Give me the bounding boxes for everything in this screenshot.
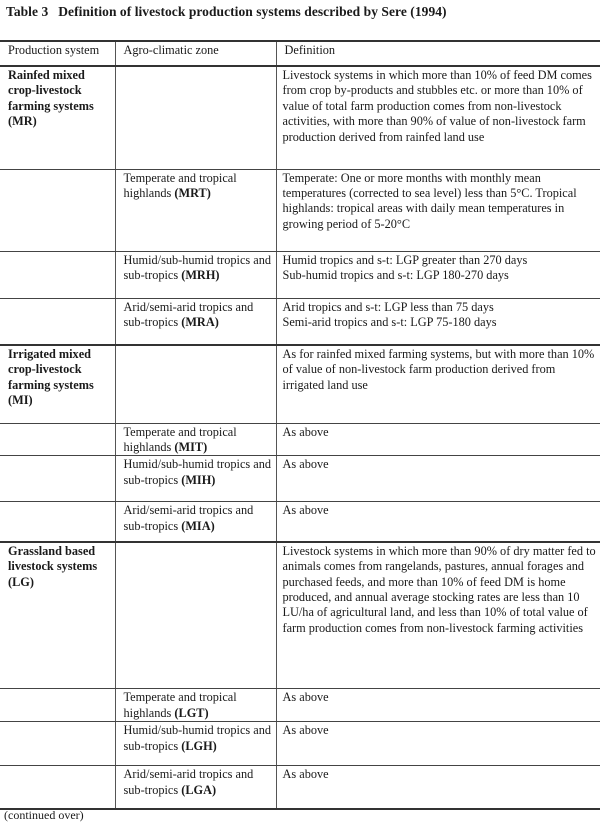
livestock-systems-table	[0, 40, 600, 810]
table-row	[0, 169, 600, 251]
zone-cell	[115, 298, 276, 345]
zone-cell	[115, 542, 276, 689]
zone-cell	[115, 689, 276, 722]
zone-cell	[115, 502, 276, 542]
definition-cell: Temperate: One or more months with monthly mean temperatures (corrected to sea level) less than 5°C. Tropical highlands: tropical areas with daily mean temperatures in growing period of 5-20°C	[276, 169, 600, 251]
table-row	[0, 345, 600, 423]
zone-code: (LGT)	[174, 705, 209, 720]
zone-code: (MIT)	[174, 439, 208, 454]
definition-cell: As above	[276, 766, 600, 809]
definition-cell: As above	[276, 423, 600, 456]
zone-name: Arid/semi-arid tropics and sub-tropics	[123, 767, 254, 797]
production-system-cell	[0, 456, 115, 502]
definition-line: Humid tropics and s-t: LGP greater than 270 days	[282, 252, 528, 267]
zone-cell	[115, 766, 276, 809]
zone-name: Humid/sub-humid tropics and sub-tropics	[123, 723, 272, 753]
zone-cell	[115, 66, 276, 169]
production-system-cell	[0, 689, 115, 722]
definition-line: Arid tropics and s-t: LGP less than 75 days	[282, 299, 494, 314]
table-row	[0, 766, 600, 809]
system-code: (LG)	[8, 574, 34, 589]
definition-cell: Livestock systems in which more than 10% of feed DM comes from crop by-products and stubbles etc. or more than 10% of value of total farm production comes from non-livestock activities, with more than 90% of value of non-livestock farm production derived from rainfed land use	[276, 66, 600, 169]
zone-code: (MIA)	[181, 518, 215, 533]
zone-code: (MIH)	[181, 472, 216, 487]
table-row	[0, 66, 600, 169]
table-row	[0, 502, 600, 542]
system-code: (MI)	[8, 393, 33, 408]
table-row	[0, 542, 600, 689]
definition-cell: As above	[276, 689, 600, 722]
production-system-cell	[0, 251, 115, 298]
zone-cell	[115, 456, 276, 502]
production-system-cell	[0, 542, 115, 689]
table-row	[0, 722, 600, 766]
table-row	[0, 423, 600, 456]
table-header-row	[0, 41, 600, 66]
zone-name: Temperate and tropical highlands	[123, 690, 237, 720]
zone-cell	[115, 169, 276, 251]
header-production-system: Production system	[0, 41, 115, 66]
table-title	[6, 4, 447, 20]
header-agro-climatic-zone: Agro-climatic zone	[115, 41, 276, 66]
production-system-cell	[0, 298, 115, 345]
table-caption: Definition of livestock production systems described by Sere (1994)	[58, 4, 447, 19]
production-system-cell	[0, 766, 115, 809]
system-name: Grassland based livestock systems	[8, 543, 98, 574]
definition-cell: As for rainfed mixed farming systems, but with more than 10% of value of non-livestock farm production derived from irrigated land use	[276, 345, 600, 423]
table-row	[0, 298, 600, 345]
production-system-cell	[0, 502, 115, 542]
production-system-cell	[0, 423, 115, 456]
definition-cell: As above	[276, 456, 600, 502]
zone-name: Arid/semi-arid tropics and sub-tropics	[123, 503, 254, 533]
production-system-cell	[0, 66, 115, 169]
zone-cell	[115, 251, 276, 298]
definition-line: Semi-arid tropics and s-t: LGP 75-180 days	[282, 314, 497, 329]
definition-line: Sub-humid tropics and s-t: LGP 180-270 days	[282, 267, 509, 282]
zone-name: Temperate and tropical highlands	[123, 170, 237, 200]
zone-cell	[115, 423, 276, 456]
zone-code: (MRT)	[174, 185, 211, 200]
zone-code: (LGH)	[181, 738, 217, 753]
table-row	[0, 689, 600, 722]
production-system-cell	[0, 169, 115, 251]
table-row	[0, 251, 600, 298]
zone-cell	[115, 345, 276, 423]
zone-cell	[115, 722, 276, 766]
system-name: Irrigated mixed crop-livestock farming systems	[8, 347, 94, 392]
zone-code: (MRH)	[181, 267, 220, 282]
zone-name: Humid/sub-humid tropics and sub-tropics	[123, 457, 272, 487]
zone-name: Arid/semi-arid tropics and sub-tropics	[123, 299, 254, 329]
production-system-cell	[0, 722, 115, 766]
definition-cell	[276, 298, 600, 345]
definition-cell: As above	[276, 502, 600, 542]
definition-cell	[276, 251, 600, 298]
header-definition: Definition	[276, 41, 600, 66]
definition-cell: As above	[276, 722, 600, 766]
table-number: Table 3	[6, 4, 49, 19]
zone-code: (MRA)	[181, 314, 219, 329]
production-system-cell	[0, 345, 115, 423]
table-row	[0, 456, 600, 502]
zone-code: (LGA)	[181, 782, 217, 797]
definition-cell: Livestock systems in which more than 90% of dry matter fed to animals comes from rangelands, pastures, annual forages and purchased feeds, and more than 10% of feed DM is home produced, and annual average stocking rates are less than 10 LU/ha of agricultural land, and less than 10% of total value of farm production comes from non-livestock farming activities	[276, 542, 600, 689]
system-code: (MR)	[8, 114, 37, 129]
continued-note: (continued over)	[4, 808, 84, 822]
zone-name: Temperate and tropical highlands	[123, 424, 237, 454]
system-name: Rainfed mixed crop-livestock farming systems	[8, 68, 94, 113]
zone-name: Humid/sub-humid tropics and sub-tropics	[123, 252, 272, 282]
